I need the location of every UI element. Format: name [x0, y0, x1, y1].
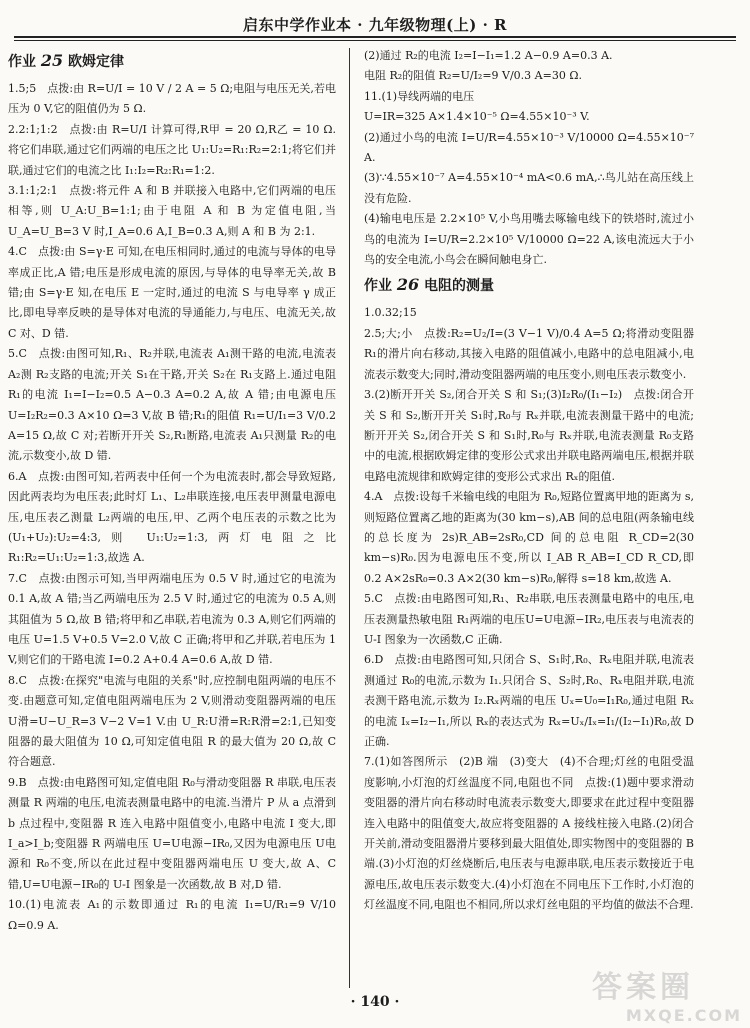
answer-item: 2.5;大;小 点拨:R₂=U₂/I=(3 V−1 V)/0.4 A=5 Ω;将滑动变阻器 R₁的滑片向右移动,其接入电路的阻值减小,电路中的总电阻减小,电流表示数变大;同时,滑动变阻器两端的电压变小,则电压表示数变小. — [364, 326, 694, 381]
answer-item: 1.0.32;15 — [364, 306, 417, 320]
answer-item: 4.A 点拨:设每千米输电线的电阻为 R₀,短路位置离甲地的距离为 s,则短路位置离乙地的距离为(30 km−s),AB 间的总电阻(两条输电线的总长度为 2s)R_AB=2sR₀,CD 间的总电阻 R_CD=2(30 km−s)R₀.因为电源电压不变,所以 I_AB R_AB=I_CD R_CD,即 0.2 A×2sR₀=0.3 A×2(30 km−s)R₀,解得 s=18 km,故选 A. — [364, 490, 694, 585]
section-title-25 — [8, 48, 336, 75]
header-rule — [14, 36, 736, 38]
section-name: 欧姆定律 — [68, 54, 125, 70]
right-column — [364, 46, 694, 916]
answer-item: (2)通过小鸟的电流 I=U/R=4.55×10⁻³ V/10000 Ω=4.55×10⁻⁷ A. — [364, 130, 694, 165]
answer-item: 8.C 点拨:在探究"电流与电阻的关系"时,应控制电阻两端的电压不变.由题意可知,定值电阻两端电压为 2 V,则滑动变阻器两端的电压 U滑=U−U_R=3 V−2 V=1 V.由 U_R:U滑=R:R滑=2:1,已知变阻器的最大阻值为 10 Ω,可知定值电阻 R 的最大值为 20 Ω,故 C 符合题意. — [8, 673, 336, 769]
header-title: 启东中学作业本 · 九年级物理(上) · R — [243, 16, 507, 34]
answer-item: 1.5;5 点拨:由 R=U/I = 10 V / 2 A = 5 Ω;电阻与电压无关,若电压为 0 V,它的阻值仍为 5 Ω. — [8, 82, 336, 116]
watermark-logo — [592, 962, 742, 1025]
answer-item: (4)输电电压是 2.2×10⁵ V,小鸟用嘴去啄输电线下的铁塔时,流过小鸟的电流为 I=U/R=2.2×10⁵ V/10000 Ω=22 A,该电流远大于小鸟的安全电流,小鸟会在瞬间触电身亡. — [364, 212, 694, 267]
section-title-26 — [364, 272, 694, 299]
page-number: · 140 · — [350, 994, 400, 1010]
answer-item: 10.(1)电流表 A₁的示数即通过 R₁的电流 I₁=U/R₁=9 V/10 Ω=0.9 A. — [8, 898, 336, 932]
answer-item: 2.2:1;1:2 点拨:由 R=U/I 计算可得,R甲 = 20 Ω,R乙 = 10 Ω.将它们串联,通过它们两端的电压之比 U₁:U₂=R₁:R₂=2:1;将它们并联,通过它们的电流之比 I₁:I₂=R₂:R₁=1:2. — [8, 122, 336, 177]
section-number: 26 — [396, 275, 420, 295]
answer-item: 7.C 点拨:由图示可知,当甲两端电压为 0.5 V 时,通过它的电流为 0.1 A,故 A 错;当乙两端电压为 2.5 V 时,通过它的电流为 0.5 A,则其阻值为 5 Ω,故 B 错;将甲和乙串联,若电流为 0.3 A,则它们两端的电压 U=1.5 V+0.5 V=2.0 V,故 C 正确;将甲和乙并联,若电压为 1 V,则它们的干路电流 I=0.2 A+0.4 A=0.6 A,故 D 错. — [8, 571, 336, 667]
left-column — [8, 46, 336, 936]
page-header — [0, 0, 750, 42]
answer-item: 4.C 点拨:由 S=γ·E 可知,在电压相同时,通过的电流与导体的电导率成正比,A 错;电压是形成电流的原因,与导体的电导率无关,故 B 错;由 S=γ·E 知,在电压 E 一定时,通过的电流 S 与电导率 γ 成正比,即电导率反映的是导体对电流的导通能力,与电压、电流无关,故 C 对、D 错. — [8, 245, 336, 340]
section-number: 25 — [40, 51, 64, 70]
answer-item: (2)通过 R₂的电流 I₂=I−I₁=1.2 A−0.9 A=0.3 A. — [364, 49, 613, 62]
section-prefix: 作业 — [8, 54, 36, 70]
answer-item: 5.C 点拨:由电路图可知,R₁、R₂串联,电压表测量电路中的电压,电压表测量热敏电阻 R₁两端的电压U=U电源−IR₂,电压表与电流表的 U-I 图象为一次函数,C 正确. — [364, 592, 694, 646]
answer-item: (3)∵4.55×10⁻⁷ A=4.55×10⁻⁴ mA<0.6 mA,∴鸟儿站在高压线上没有危险. — [364, 171, 694, 205]
answer-item: 3.(2)断开开关 S₂,闭合开关 S 和 S₁;(3)I₂R₀/(I₁−I₂) 点拨:闭合开关 S 和 S₂,断开开关 S₁时,R₀与 Rₓ并联,电流表测量干路中的电流;断开开关 S₂,闭合开关 S 和 S₁时,R₀与 Rₓ并联,电流表测量 R₀支路中的电流,根据欧姆定律的变形公式求出并联电路两端电压,根据并联电路电流规律和欧姆定律的变形公式求出 Rₓ的阻值. — [364, 388, 694, 483]
section-name: 电阻的测量 — [424, 278, 495, 295]
answer-item: 11.(1)导线两端的电压 — [364, 89, 475, 103]
answer-item: 7.(1)如答图所示 (2)B 端 (3)变大 (4)不合理;灯丝的电阻受温度影响,小灯泡的灯丝温度不同,电阻也不同 点拨:(1)题中要求滑动变阻器的滑片向右移动时电流表示数变大,即要求在此过程中变阻器连入电路中的阻值变大,故应将变阻器的 A 接线柱接入电路.(2)闭合开关前,滑动变阻器滑片要移到最大阻值处,即实物图中的变阻器的 B 端.(3)小灯泡的灯丝烧断后,电压表与电源串联,电压表示数接近于电源电压,故电压表示数变大.(4)小灯泡在不同电压下工作时,小灯泡的灯丝温度不同,电阻也不相同,所以求灯丝电阻的平均值的做法不合理. — [364, 755, 694, 912]
answer-item: 6.D 点拨:由电路图可知,只闭合 S、S₁时,R₀、Rₓ电阻并联,电流表测通过 R₀的电流,示数为 I₁.只闭合 S、S₂时,R₀、Rₓ电阻并联,电流表测干路电流,示数为 I₂.Rₓ两端的电压 Uₓ=U₀=I₁R₀,通过电阻 Rₓ的电流 Iₓ=I₂−I₁,所以 Rₓ的表达式为 Rₓ=Uₓ/Iₓ=I₁/(I₂−I₁)R₀,故 D 正确. — [364, 653, 694, 748]
column-divider — [349, 48, 350, 988]
answer-item: 6.A 点拨:由图可知,若两表中任何一个为电流表时,都会导致短路,因此两表均为电压表;此时灯 L₁、L₂串联连接,电压表甲测量电源电压,电压表乙测量 L₂两端的电压,甲、乙两个电压表的示数之比为(U₁+U₂):U₂=4:3,则 U₁:U₂=1:3,两灯电阻之比 R₁:R₂=U₁:U₂=1:3,故选 A. — [8, 469, 336, 565]
answer-item: 3.1:1;2:1 点拨:将元件 A 和 B 并联接入电路中,它们两端的电压相等,则 U_A:U_B=1:1;由于电阻 A 和 B 为定值电阻,当 U_A=U_B=3 V 时,I_A=0.6 A,I_B=0.3 A,则 A 和 B 为 2:1. — [8, 184, 336, 238]
watermark-icon: 答案圈 — [592, 970, 694, 1005]
answer-item: 电阻 R₂的阻值 R₂=U/I₂=9 V/0.3 A=30 Ω. — [364, 69, 582, 83]
header-rule-thin — [14, 40, 736, 41]
section-prefix: 作业 — [364, 278, 392, 295]
answer-item: 9.B 点拨:由电路图可知,定值电阻 R₀与滑动变阻器 R 串联,电压表测量 R 两端的电压,电流表测量电路中的电流.当滑片 P 从 a 点滑到 b 点过程中,变阻器 R 连入电路中阻值变小,电路中电流 I 变大,即 I_a>I_b;变阻器 R 两端电压 U=U电源−IR₀,又因为电源电压 U电源和 R₀不变,所以在此过程中变阻器两端电压 U 变大,故 A、C 错,U=U电源−IR₀的 U-I 图象是一次函数,故 B 对,D 错. — [8, 775, 336, 891]
watermark-text: MXQE.COM — [625, 1006, 742, 1025]
answer-item: 5.C 点拨:由图可知,R₁、R₂并联,电流表 A₁测干路的电流,电流表 A₂测 R₂支路的电流;开关 S₁在干路,开关 S₂在 R₁支路上.通过电阻 R₁的电流 I₁=I−I₂=0.5 A−0.3 A=0.2 A,故 A 错;由电源电压 U=I₂R₂=0.3 A×10 Ω=3 V,故 B 错;R₁的阻值 R₁=U/I₁=3 V/0.2 A=15 Ω,故 C 对;若断开开关 S₂,R₁断路,电流表 A₁只测量 R₂的电流,示数变小,故 D 错. — [8, 347, 336, 463]
answer-item: U=IR=325 A×1.4×10⁻⁵ Ω=4.55×10⁻³ V. — [364, 110, 590, 124]
